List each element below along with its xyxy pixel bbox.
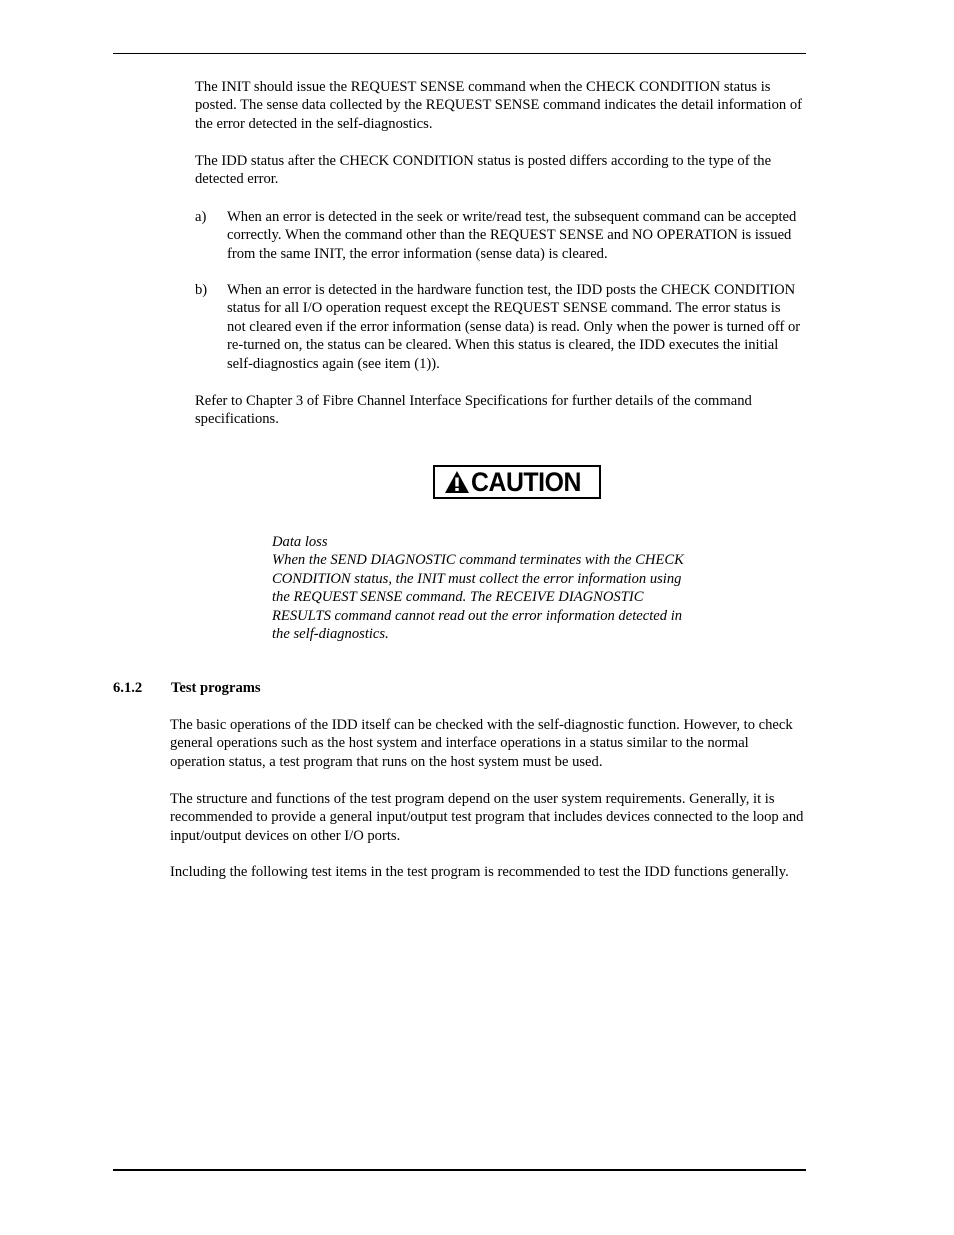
- section-paragraph-1: The basic operations of the IDD itself can be checked with the self-diagnostic function. However, to check general operations such as the host system and interface operations in a status similar to the normal operation status, a test program that runs on the host system must be used.: [170, 717, 793, 770]
- caution-label: CAUTION: [470, 467, 581, 497]
- intro-paragraph-1: The INIT should issue the REQUEST SENSE command when the CHECK CONDITION status is posted. The sense data collected by the REQUEST SENSE command indicates the detail information of the error detected in the self-diagnostics.: [195, 79, 802, 132]
- caution-title: Data loss: [272, 534, 328, 550]
- caution-banner: [433, 465, 601, 499]
- caution-line: the self-diagnostics.: [272, 626, 389, 643]
- list-item-text: When an error is detected in the seek or write/read test, the subsequent command can be accepted correctly. When the command other than the REQUEST SENSE and NO OPERATION is issued from the same INIT, the error information (sense data) is cleared.: [227, 209, 797, 262]
- caution-text: [272, 533, 732, 643]
- section-number: 6.1.2: [113, 680, 143, 696]
- intro-paragraph-2: The IDD status after the CHECK CONDITION status is posted differs according to the type of the detected error.: [195, 153, 772, 188]
- caution-line: RESULTS command cannot read out the error information detected in: [272, 607, 683, 624]
- warning-triangle-icon: [444, 470, 470, 494]
- section-paragraph-2: The structure and functions of the test program depend on the user system requirements. Generally, it is recommended to provide a general input/output test program that includes devices connected to the loop and input/output devices on other I/O ports.: [170, 791, 804, 844]
- caution-line: the REQUEST SENSE command. The RECEIVE DIAGNOSTIC: [272, 589, 644, 606]
- caution-line: When the SEND DIAGNOSTIC command terminates with the CHECK: [272, 552, 684, 569]
- section-paragraph-3: Including the following test items in the test program is recommended to test the IDD functions generally.: [170, 864, 789, 880]
- list-item-text: When an error is detected in the hardware function test, the IDD posts the CHECK CONDITION status for all I/O operation request except the REQUEST SENSE command. The error status is not cleared even if the error information (sense data) is read. Only when the power is turned off or re-turned on, the status can be cleared. When this status is cleared, the IDD executes the initial self-diagnostics again (see item (1)).: [227, 282, 801, 372]
- list-item-label: b): [195, 282, 208, 298]
- section-title: Test programs: [171, 680, 261, 696]
- reference-paragraph: Refer to Chapter 3 of Fibre Channel Interface Specifications for further details of the command specifications.: [195, 393, 752, 428]
- list-item-label: a): [195, 209, 207, 225]
- header-rule: [113, 53, 806, 54]
- footer-rule: [113, 1169, 806, 1171]
- caution-line: CONDITION status, the INIT must collect the error information using: [272, 570, 682, 587]
